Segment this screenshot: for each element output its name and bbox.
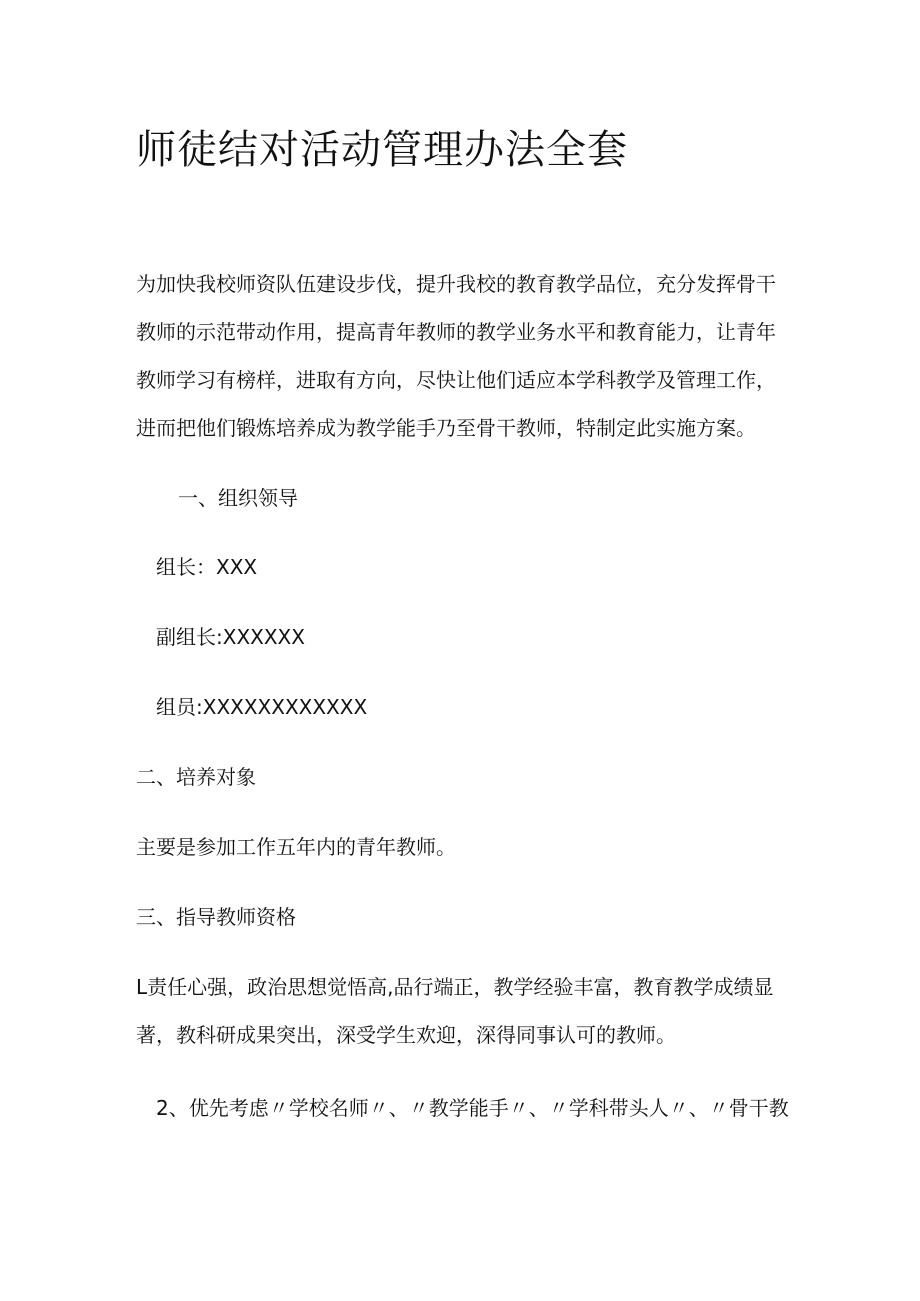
group-members: 组员:XXXXXXXXXXXX: [156, 695, 368, 719]
qualification-item-1-line: L责任心强，政治思想觉悟高,品行端正，教学经验丰富，教育教学成绩显: [136, 975, 774, 999]
section-heading-trainees: 二、培养对象: [136, 765, 256, 789]
intro-line: 为加快我校师资队伍建设步伐，提升我校的教育教学品位，充分发挥骨干: [136, 272, 776, 296]
section-heading-organization: 一、组织领导: [178, 486, 298, 510]
document-title: 师徒结对活动管理办法全套: [136, 127, 628, 173]
intro-line: 教师的示范带动作用，提高青年教师的教学业务水平和教育能力，让青年: [136, 320, 776, 344]
intro-line: 进而把他们锻炼培养成为教学能手乃至骨干教师，特制定此实施方案。: [136, 416, 756, 440]
qualification-item-1-line: 著，教科研成果突出，深受学生欢迎，深得同事认可的教师。: [136, 1023, 676, 1047]
deputy-leader: 副组长:XXXXXX: [156, 625, 305, 649]
trainees-text: 主要是参加工作五年内的青年教师。: [136, 835, 456, 859]
section-heading-mentor-qualifications: 三、指导教师资格: [136, 905, 296, 929]
qualification-item-2-line: 2、优先考虑〃学校名师〃、〃教学能手〃、〃学科带头人〃、〃骨干教: [156, 1096, 789, 1120]
group-leader: 组长：XXX: [156, 555, 258, 579]
intro-line: 教师学习有榜样，进取有方向，尽快让他们适应本学科教学及管理工作，: [136, 368, 776, 392]
